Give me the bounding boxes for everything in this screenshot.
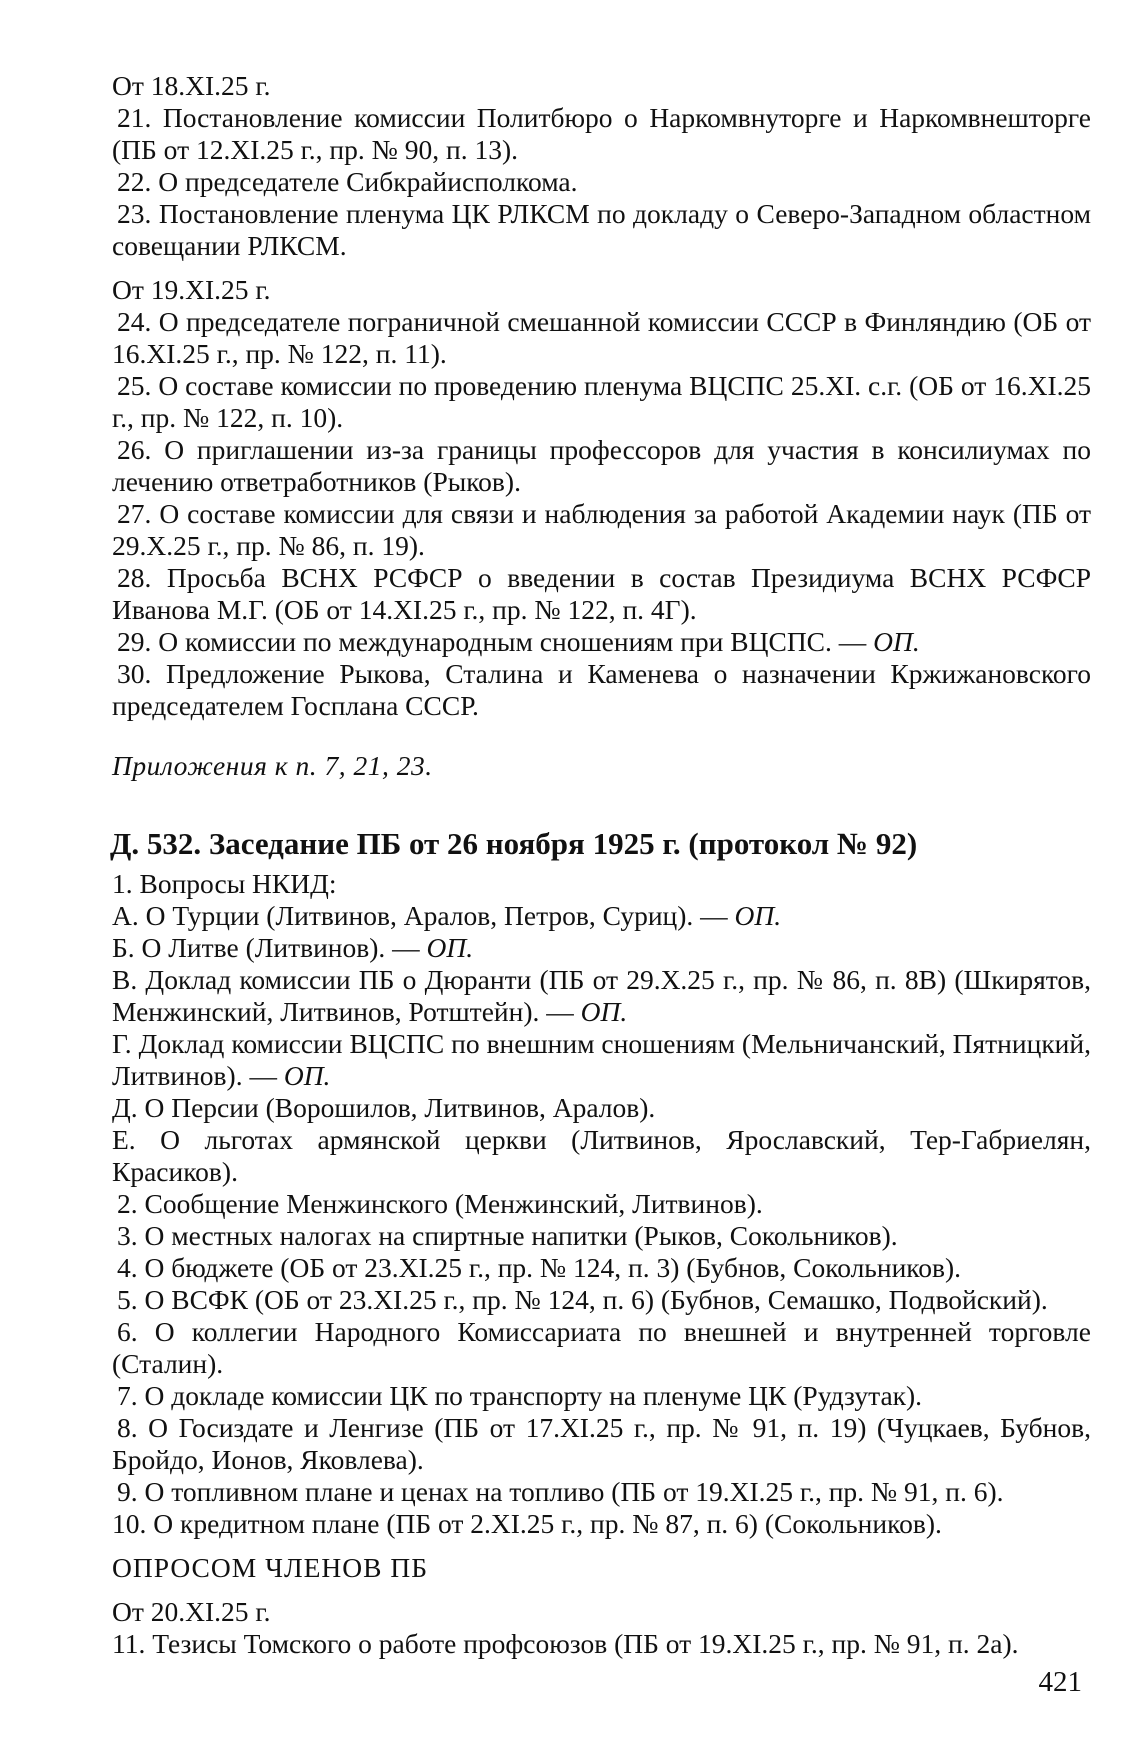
item-9: 9. О топливном плане и ценах на топливо (ПБ от 19.XI.25 г., пр. № 91, п. 6). bbox=[117, 1476, 1004, 1507]
item-1g-op: ОП. bbox=[283, 1060, 331, 1091]
date-line: От 19.XI.25 г. bbox=[112, 274, 271, 305]
item-1b-text: Б. О Литве (Литвинов). — bbox=[112, 932, 427, 963]
item-25: 25. О составе комиссии по проведению пленума ВЦСПС 25.XI. с.г. (ОБ от 16.XI.25 г., пр. № 122, п. 10). bbox=[112, 370, 1091, 433]
item-1d: Д. О Персии (Ворошилов, Литвинов, Аралов). bbox=[112, 1092, 656, 1123]
item-1b bbox=[112, 932, 1091, 964]
item-3: 3. О местных налогах на спиртные напитки (Рыков, Сокольников). bbox=[117, 1220, 898, 1251]
appendix-note: Приложения к п. 7, 21, 23. bbox=[112, 750, 433, 781]
item-24: 24. О председателе пограничной смешанной комиссии СССР в Финляндию (ОБ от 16.XI.25 г., пр. № 122, п. 11). bbox=[112, 306, 1091, 369]
item-28: 28. Просьба ВСНХ РСФСР о введении в состав Президиума ВСНХ РСФСР Иванова М.Г. (ОБ от 14.XI.25 г., пр. № 122, п. 4Г). bbox=[112, 562, 1091, 625]
date-line: От 18.XI.25 г. bbox=[112, 70, 271, 101]
item-6: 6. О коллегии Народного Комиссариата по внешней и внутренней торговле (Сталин). bbox=[112, 1316, 1091, 1379]
poll-heading: ОПРОСОМ ЧЛЕНОВ ПБ bbox=[112, 1552, 428, 1583]
item-8: 8. О Госиздате и Ленгизе (ПБ от 17.XI.25 г., пр. № 91, п. 19) (Чуцкаев, Бубнов, Бройдо, Ионов, Яковлева). bbox=[112, 1412, 1091, 1475]
item-26: 26. О приглашении из-за границы профессоров для участия в консилиумах по лечению ответработников (Рыков). bbox=[112, 434, 1091, 497]
item-1v-op: ОП. bbox=[580, 996, 628, 1027]
item-1g bbox=[112, 1028, 1091, 1092]
item-1e: Е. О льготах армянской церкви (Литвинов, Ярославский, Тер-Габриелян, Красиков). bbox=[112, 1124, 1091, 1187]
item-23: 23. Постановление пленума ЦК РЛКСМ по докладу о Северо-Западном областном совещании РЛКСМ. bbox=[112, 198, 1091, 261]
item-1a-text: А. О Турции (Литвинов, Аралов, Петров, Суриц). — bbox=[112, 900, 735, 931]
item-11: 11. Тезисы Томского о работе профсоюзов (ПБ от 19.XI.25 г., пр. № 91, п. 2а). bbox=[112, 1628, 1019, 1659]
page-number: 421 bbox=[1038, 1666, 1082, 1698]
item-21: 21. Постановление комиссии Политбюро о Наркомвнуторге и Наркомвнешторге (ПБ от 12.XI.25 г., пр. № 90, п. 13). bbox=[112, 102, 1091, 165]
item-4: 4. О бюджете (ОБ от 23.XI.25 г., пр. № 124, п. 3) (Бубнов, Сокольников). bbox=[117, 1252, 962, 1283]
item-10: 10. О кредитном плане (ПБ от 2.XI.25 г., пр. № 87, п. 6) (Сокольников). bbox=[112, 1508, 942, 1539]
item-30: 30. Предложение Рыкова, Сталина и Каменева о назначении Кржижановского председателем Госплана СССР. bbox=[112, 658, 1091, 721]
item-1b-op: ОП. bbox=[426, 932, 474, 963]
item-29-text: 29. О комиссии по международным сношениям при ВЦСПС. — bbox=[117, 626, 874, 657]
date-line: От 20.XI.25 г. bbox=[112, 1596, 271, 1627]
item-27: 27. О составе комиссии для связи и наблюдения за работой Академии наук (ПБ от 29.X.25 г., пр. № 86, п. 19). bbox=[112, 498, 1091, 561]
item-1g-text: Г. Доклад комиссии ВЦСПС по внешним сношениям (Мельничанский, Пятницкий, Литвинов). — bbox=[112, 1028, 1091, 1091]
item-1v bbox=[112, 964, 1091, 1028]
item-2: 2. Сообщение Менжинского (Менжинский, Литвинов). bbox=[117, 1188, 763, 1219]
item-29 bbox=[112, 626, 1091, 658]
item-29-op: ОП. bbox=[873, 626, 920, 657]
item-1a bbox=[112, 900, 1091, 932]
item-1a-op: ОП. bbox=[734, 900, 782, 931]
item-5: 5. О ВСФК (ОБ от 23.XI.25 г., пр. № 124, п. 6) (Бубнов, Семашко, Подвойский). bbox=[117, 1284, 1048, 1315]
item-7: 7. О докладе комиссии ЦК по транспорту на пленуме ЦК (Рудзутак). bbox=[117, 1380, 923, 1411]
item-22: 22. О председателе Сибкрайисполкома. bbox=[117, 166, 578, 197]
item-1v-text: В. Доклад комиссии ПБ о Дюранти (ПБ от 29.X.25 г., пр. № 86, п. 8В) (Шкирятов, Менжинский, Литвинов, Ротштейн). — bbox=[112, 964, 1091, 1027]
item-1: 1. Вопросы НКИД: bbox=[112, 868, 337, 899]
document-heading: Д. 532. Заседание ПБ от 26 ноября 1925 г. (протокол № 92) bbox=[110, 826, 918, 861]
